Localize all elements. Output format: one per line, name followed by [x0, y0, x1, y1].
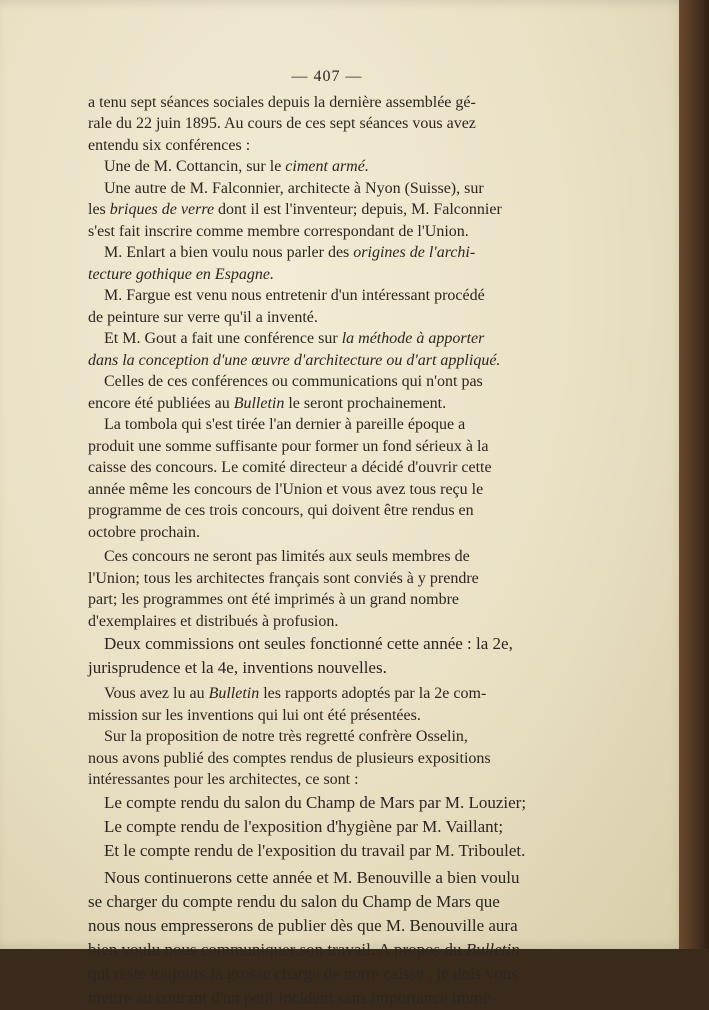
paragraph [88, 632, 566, 680]
text-line: les rapports adoptés par la 2e com- [259, 685, 487, 702]
text-line: Le compte rendu du salon du Champ de Mars par M. Louzier; [104, 792, 527, 812]
paragraph [88, 156, 566, 178]
text-line: Le compte rendu de l'exposition d'hygiène par M. Vaillant; [104, 816, 504, 836]
text-line: entendu six conférences : [88, 136, 251, 154]
text-line: produit une somme suffisante pour former un fond sérieux à la [88, 437, 489, 455]
paragraph [88, 839, 566, 863]
text-line: Vous avez lu au [104, 685, 209, 702]
italic-term: briques de verre [109, 201, 215, 218]
text-line: jurisprudence et la 4e, inventions nouvelles. [88, 658, 387, 677]
text-line: nous nous empresserons de publier dès que M. Benouville aura [88, 915, 518, 935]
paragraph [88, 178, 566, 243]
italic-term: origines de l'archi- [353, 244, 476, 261]
italic-term: Bulletin [465, 939, 520, 959]
text-line: Ces concours ne seront pas limités aux seuls membres de [104, 548, 470, 565]
paragraph [88, 726, 566, 791]
text-line: de peinture sur verre qu'il a inventé. [88, 308, 318, 326]
page-number: — 407 — [291, 68, 363, 85]
paragraph [88, 242, 566, 285]
text-line: Une autre de M. Falconnier, architecte à Nyon (Suisse), sur [104, 179, 484, 197]
text-line: se charger du compte rendu du salon du Champ de Mars que [88, 891, 500, 911]
italic-term: la méthode à apporter [341, 330, 485, 347]
paragraph [88, 546, 566, 632]
italic-term: ciment armé. [285, 158, 369, 175]
text-line: Deux commissions ont seules fonctionné cette année : la 2e, [104, 634, 513, 653]
text-line: mission sur les inventions qui lui ont été présentées. [88, 706, 421, 724]
italic-term: dans la conception d'une œuvre d'architecture ou d'art appliqué. [88, 351, 501, 369]
paragraph [88, 92, 566, 157]
text-line: dont il est l'inventeur; depuis, M. Falconnier [214, 201, 502, 218]
paragraph [88, 285, 566, 328]
text-line: année même les concours de l'Union et vous avez tous reçu le [88, 480, 484, 498]
text-line: Celles de ces conférences ou communications qui n'ont pas [104, 373, 483, 390]
text-line: qui reste toujours la grosse charge de notre caisse , je dois vous [88, 963, 518, 983]
paragraph [88, 866, 566, 1010]
text-line: les [88, 201, 110, 218]
paragraph [88, 371, 566, 414]
desk-background [679, 0, 709, 949]
text-line: l'Union; tous les architectes français sont conviés à y prendre [88, 569, 479, 587]
text-line: Nous continuerons cette année et M. Benouville a bien voulu [104, 867, 520, 887]
text-line: intéressantes pour les architectes, ce sont : [88, 771, 359, 788]
text-line: bien voulu nous communiquer son travail. A propos du [88, 939, 466, 959]
text-line: M. Fargue est venu nous entretenir d'un intéressant procédé [104, 287, 485, 304]
page-text [88, 66, 566, 1010]
text-line: octobre prochain. [88, 523, 200, 541]
text-line: s'est fait inscrire comme membre correspondant de l'Union. [88, 222, 469, 240]
paragraph [88, 414, 566, 543]
text-line: M. Enlart a bien voulu nous parler des [104, 244, 354, 261]
text-line: a tenu sept séances sociales depuis la dernière assemblée gé- [88, 93, 476, 111]
text-line: Une de M. Cottancin, sur le [104, 158, 286, 175]
text-line: programme de ces trois concours, qui doivent être rendus en [88, 502, 474, 519]
text-line: mettre au courant d'un petit incident sans importance immé- [88, 987, 497, 1007]
italic-term: tecture gothique en Espagne. [88, 265, 275, 283]
paragraph [88, 791, 566, 815]
italic-term: Bulletin [233, 394, 285, 412]
text-line: part; les programmes ont été imprimés à un grand nombre [88, 591, 460, 608]
italic-term: Bulletin [208, 685, 260, 702]
text-line: le seront prochainement. [284, 394, 447, 412]
paragraph [88, 815, 566, 839]
text-line: Et M. Gout a fait une conférence sur [104, 330, 342, 347]
text-line: d'exemplaires et distribués à profusion. [88, 612, 339, 630]
text-line: nous avons publié des comptes rendus de plusieurs expositions [88, 749, 491, 767]
text-line: rale du 22 juin 1895. Au cours de ces sept séances vous avez [88, 115, 476, 132]
text-line: Sur la proposition de notre très regretté confrère Osselin, [104, 728, 468, 745]
text-line: caisse des concours. Le comité directeur a décidé d'ouvrir cette [88, 459, 492, 476]
paragraph [88, 683, 566, 726]
text-line: encore été publiées au [88, 394, 234, 412]
text-line: Et le compte rendu de l'exposition du travail par M. Triboulet. [104, 840, 526, 860]
paragraph [88, 328, 566, 371]
text-line: La tombola qui s'est tirée l'an dernier à pareille époque a [104, 416, 466, 433]
